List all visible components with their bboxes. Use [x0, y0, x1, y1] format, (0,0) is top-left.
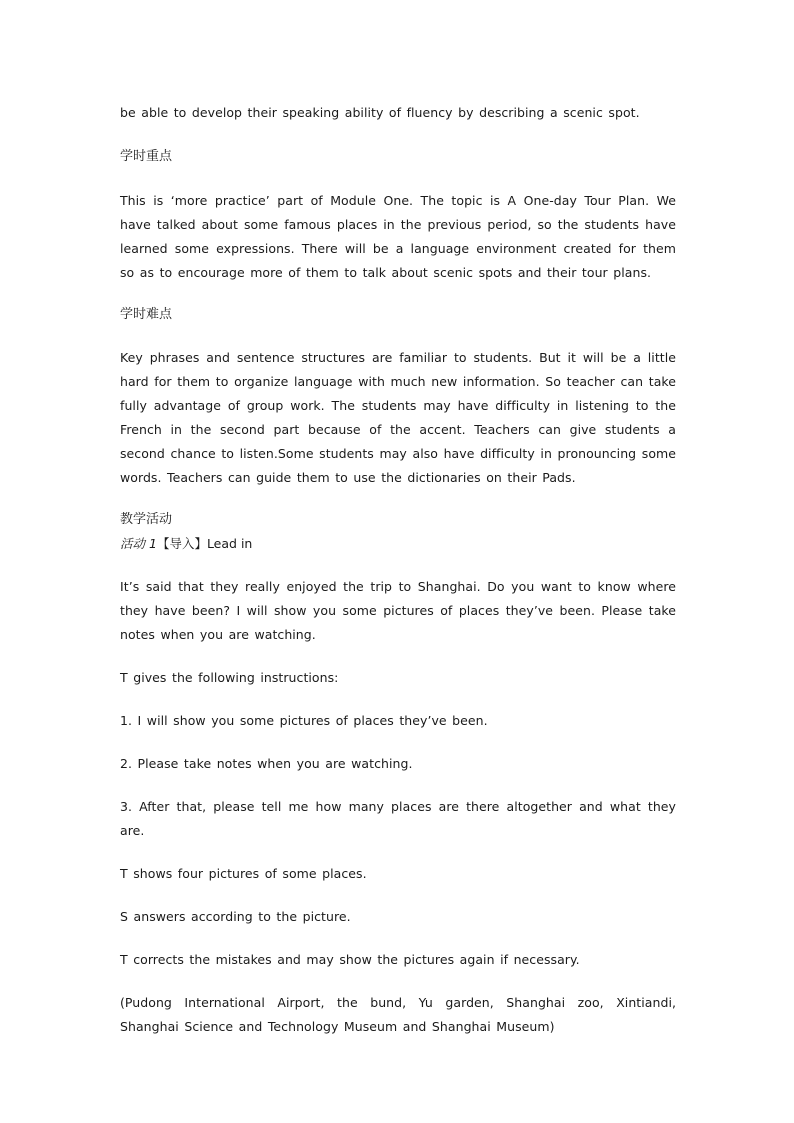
answers-paragraph: S answers according to the picture. — [120, 909, 351, 924]
places-paragraph: (Pudong International Airport, the bund, Yu garden, Shanghai zoo, Xintiandi, Shanghai Science and Technology Museum and Shanghai Museum) — [120, 995, 676, 1034]
lead-in-paragraph: It’s said that they really enjoyed the trip to Shanghai. Do you want to know where they have been? I will show you some pictures of places they’ve been. Please take notes when you are watching. — [120, 579, 676, 642]
difficulties-heading: 学时难点 — [120, 307, 173, 322]
instruction-item-3: 3. After that, please tell me how many places are there altogether and what they are. — [120, 799, 676, 838]
key-points-heading: 学时重点 — [120, 149, 173, 164]
document-page — [120, 101, 676, 1039]
instructions-paragraph: T gives the following instructions: — [120, 670, 339, 685]
corrects-paragraph: T corrects the mistakes and may show the pictures again if necessary. — [120, 952, 580, 967]
activity-title: 【导入】Lead in — [156, 536, 253, 551]
shows-paragraph: T shows four pictures of some places. — [120, 866, 367, 881]
difficulties-paragraph: Key phrases and sentence structures are familiar to students. But it will be a little hard for them to organize language with much new information. So teacher can take fully advantage of group work. The students may have difficulty in listening to the French in the second part because of the accent. Teachers can give students a second chance to listen.Some students may also have difficulty in pronouncing some words. Teachers can guide them to use the dictionaries on their Pads. — [120, 350, 676, 485]
activity-number: 活动 1 — [120, 536, 157, 551]
instruction-item-2: 2. Please take notes when you are watching. — [120, 756, 413, 771]
instruction-item-1: 1. I will show you some pictures of places they’ve been. — [120, 713, 488, 728]
intro-paragraph: be able to develop their speaking ability of fluency by describing a scenic spot. — [120, 105, 640, 120]
activities-heading: 教学活动 — [120, 512, 173, 527]
key-points-paragraph: This is ‘more practice’ part of Module One. The topic is A One-day Tour Plan. We have talked about some famous places in the previous period, so the students have learned some expressions. There will be a language environment created for them so as to encourage more of them to talk about scenic spots and their tour plans. — [120, 193, 676, 280]
activity-1-label — [120, 532, 676, 556]
